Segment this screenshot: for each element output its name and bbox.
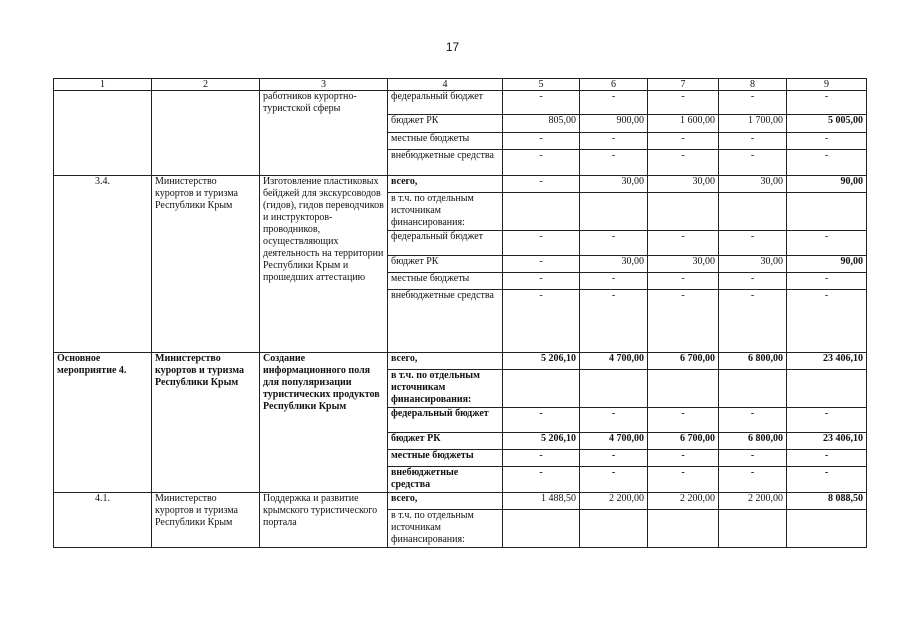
value-cell: 30,00 [648, 176, 719, 193]
value-cell [503, 193, 580, 231]
value-cell: 805,00 [503, 115, 580, 133]
value-cell: - [719, 231, 787, 256]
row-number: 3.4. [54, 176, 152, 353]
source-label: местные бюджеты [388, 273, 503, 290]
value-cell: - [580, 133, 648, 150]
total-value: 23 406,10 [787, 353, 867, 370]
source-label: федеральный бюджет [388, 91, 503, 115]
value-cell: - [787, 408, 867, 433]
col-header: 2 [152, 79, 260, 91]
value-cell: - [580, 150, 648, 176]
value-cell: - [580, 467, 648, 493]
value-cell: - [648, 450, 719, 467]
value-cell: 5 206,10 [503, 433, 580, 450]
source-label: в т.ч. по отдельным источникам финансирования: [388, 193, 503, 231]
value-cell: - [787, 273, 867, 290]
value-cell: 6 700,00 [648, 353, 719, 370]
measure-name: работников курортно-туристской сферы [260, 91, 388, 176]
source-label: внебюджетные средства [388, 290, 503, 353]
value-cell: - [580, 91, 648, 115]
source-label: внебюджетные средства [388, 150, 503, 176]
value-cell: 4 700,00 [580, 433, 648, 450]
total-value: 90,00 [787, 256, 867, 273]
value-cell: - [787, 133, 867, 150]
value-cell: - [580, 231, 648, 256]
row-number: 4.1. [54, 493, 152, 548]
value-cell: - [719, 450, 787, 467]
col-header: 3 [260, 79, 388, 91]
total-value: 5 005,00 [787, 115, 867, 133]
measure-name: Поддержка и развитие крымского туристического портала [260, 493, 388, 548]
source-label: в т.ч. по отдельным источникам финансирования: [388, 370, 503, 408]
source-label: всего, [388, 493, 503, 510]
value-cell: - [787, 290, 867, 353]
value-cell [787, 370, 867, 408]
value-cell: - [503, 290, 580, 353]
value-cell: 6 700,00 [648, 433, 719, 450]
value-cell: - [648, 408, 719, 433]
source-label: в т.ч. по отдельным источникам финансирования: [388, 510, 503, 548]
table-row [54, 176, 867, 193]
value-cell: 6 800,00 [719, 353, 787, 370]
source-label: бюджет РК [388, 433, 503, 450]
value-cell: - [648, 467, 719, 493]
value-cell: - [787, 467, 867, 493]
value-cell: - [503, 91, 580, 115]
value-cell: 900,00 [580, 115, 648, 133]
value-cell: - [503, 231, 580, 256]
value-cell: 1 488,50 [503, 493, 580, 510]
value-cell: - [580, 450, 648, 467]
table-row [54, 91, 867, 115]
value-cell: 30,00 [580, 256, 648, 273]
value-cell [580, 370, 648, 408]
value-cell: - [580, 273, 648, 290]
value-cell: 1 700,00 [719, 115, 787, 133]
value-cell: - [503, 133, 580, 150]
source-label: местные бюджеты [388, 133, 503, 150]
row-number: Основное мероприятие 4. [54, 353, 152, 493]
source-label: бюджет РК [388, 256, 503, 273]
value-cell [580, 510, 648, 548]
value-cell [719, 370, 787, 408]
value-cell: - [503, 176, 580, 193]
value-cell: 30,00 [580, 176, 648, 193]
source-label: федеральный бюджет [388, 408, 503, 433]
source-label: местные бюджеты [388, 450, 503, 467]
measure-name: Изготовление пластиковых бейджей для экскурсоводов (гидов), гидов переводчиков и инструкторов-проводников, осуществляющих деятельность на территории Республики Крым и прошедших аттестацию [260, 176, 388, 353]
value-cell: - [787, 231, 867, 256]
value-cell: - [503, 450, 580, 467]
value-cell [503, 510, 580, 548]
total-value: 90,00 [787, 176, 867, 193]
col-header: 7 [648, 79, 719, 91]
total-value: 23 406,10 [787, 433, 867, 450]
value-cell: 5 206,10 [503, 353, 580, 370]
value-cell: - [719, 133, 787, 150]
value-cell: - [580, 408, 648, 433]
measure-name: Создание информационного поля для популяризации туристических продуктов Республики Крым [260, 353, 388, 493]
value-cell [787, 510, 867, 548]
value-cell [503, 370, 580, 408]
value-cell: 2 200,00 [648, 493, 719, 510]
executor-cell: Министерство курортов и туризма Республики Крым [152, 176, 260, 353]
col-header: 8 [719, 79, 787, 91]
value-cell: 30,00 [719, 176, 787, 193]
total-value: 8 088,50 [787, 493, 867, 510]
value-cell: - [787, 150, 867, 176]
value-cell: - [580, 290, 648, 353]
source-label: бюджет РК [388, 115, 503, 133]
value-cell: 2 200,00 [580, 493, 648, 510]
source-label: федеральный бюджет [388, 231, 503, 256]
value-cell [648, 370, 719, 408]
value-cell: - [503, 273, 580, 290]
value-cell: 1 600,00 [648, 115, 719, 133]
table-row [54, 493, 867, 510]
col-header: 5 [503, 79, 580, 91]
executor-cell: Министерство курортов и туризма Республики Крым [152, 493, 260, 548]
value-cell [787, 193, 867, 231]
value-cell: - [719, 273, 787, 290]
value-cell: - [648, 133, 719, 150]
value-cell: 30,00 [648, 256, 719, 273]
value-cell: - [503, 408, 580, 433]
col-header: 9 [787, 79, 867, 91]
value-cell: 6 800,00 [719, 433, 787, 450]
value-cell: 2 200,00 [719, 493, 787, 510]
table-row [54, 353, 867, 370]
value-cell: - [503, 256, 580, 273]
source-label: всего, [388, 176, 503, 193]
value-cell: - [719, 290, 787, 353]
source-label: всего, [388, 353, 503, 370]
executor-cell: Министерство курортов и туризма Республики Крым [152, 353, 260, 493]
value-cell: - [787, 450, 867, 467]
budget-table [53, 78, 867, 548]
value-cell: - [719, 91, 787, 115]
value-cell [580, 193, 648, 231]
source-label: внебюджетные средства [388, 467, 503, 493]
value-cell: - [503, 467, 580, 493]
value-cell: 30,00 [719, 256, 787, 273]
value-cell [648, 510, 719, 548]
value-cell: - [719, 150, 787, 176]
value-cell: - [648, 273, 719, 290]
value-cell [719, 510, 787, 548]
page-number: 17 [445, 40, 460, 54]
col-header: 4 [388, 79, 503, 91]
value-cell: - [503, 150, 580, 176]
value-cell: - [648, 91, 719, 115]
value-cell: - [787, 91, 867, 115]
header-row [54, 79, 867, 91]
col-header: 1 [54, 79, 152, 91]
value-cell [648, 193, 719, 231]
value-cell: - [719, 467, 787, 493]
value-cell: - [648, 290, 719, 353]
col-header: 6 [580, 79, 648, 91]
value-cell: - [648, 150, 719, 176]
value-cell: - [648, 231, 719, 256]
value-cell: - [719, 408, 787, 433]
row-number [54, 91, 152, 176]
executor-cell [152, 91, 260, 176]
value-cell: 4 700,00 [580, 353, 648, 370]
value-cell [719, 193, 787, 231]
